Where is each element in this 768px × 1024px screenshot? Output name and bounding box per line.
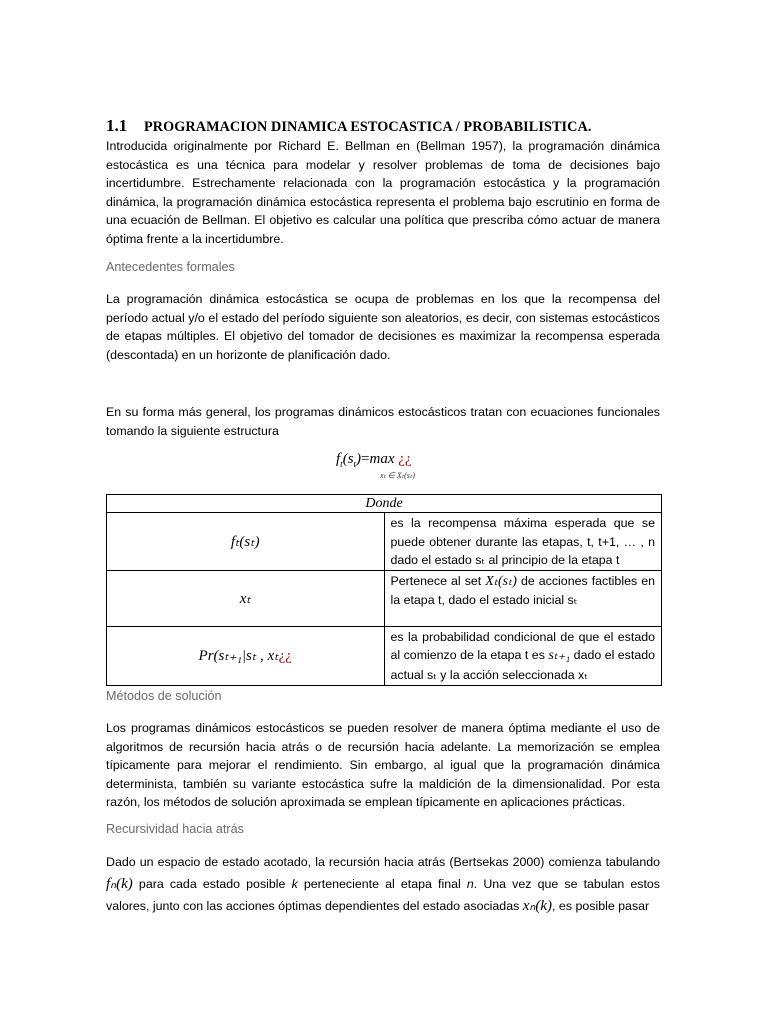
table-row xyxy=(107,513,662,571)
definition-pr-pre: es la probabilidad condicional de que el estado al comienzo de la etapa t es xyxy=(390,629,655,663)
recursividad-mid1: para cada estado posible xyxy=(138,877,286,891)
subheading-metodos: Métodos de solución xyxy=(106,689,222,703)
definition-pr xyxy=(384,626,662,685)
symbol-ft: fₜ(sₜ) xyxy=(107,513,385,571)
bellman-equation: $f_t(s_t)=\max$ ¿¿ xyxy=(336,451,412,469)
section-number: 1.1 xyxy=(106,116,128,135)
symbol-pr-tail: ¿¿ xyxy=(278,648,292,665)
section-heading xyxy=(106,116,591,136)
table-row xyxy=(107,626,662,685)
recursividad-paragraph xyxy=(106,851,660,917)
eq-max: max xyxy=(369,451,395,467)
symbol-xt: xₜ xyxy=(107,570,385,626)
definition-xt xyxy=(384,570,662,626)
recursividad-mid2: perteneciente al etapa final xyxy=(303,877,461,891)
recursividad-mid3: . Una vez que se tabulan estos valores, junto con las acciones óptimas dependientes del estado asociadas xyxy=(106,877,660,913)
eq-equals: = xyxy=(361,451,370,467)
table-header: Donde xyxy=(107,495,662,513)
definition-ft: es la recompensa máxima esperada que se puede obtener durante las etapas, t, t+1, … , n dado el estado sₜ al principio de la etapa t xyxy=(384,513,662,571)
recursividad-var-k: k xyxy=(291,877,298,891)
section-title: PROGRAMACION DINAMICA ESTOCASTICA / PROBABILISTICA. xyxy=(144,119,592,135)
recursividad-math-xn: xₙ(k) xyxy=(522,898,553,914)
definition-xt-post: de acciones factibles en la etapa t, dado el estado inicial sₜ xyxy=(390,573,655,608)
structure-paragraph: En su forma más general, los programas dinámicos estocásticos tratan con ecuaciones funcionales tomando la siguiente estructura xyxy=(106,405,660,438)
recursividad-math-fn: fₙ(k) xyxy=(106,876,133,892)
definition-pr-post: dado el estado actual sₜ y la acción seleccionada xₜ xyxy=(390,648,655,682)
recursividad-line1: Dado un espacio de estado acotado, la recursión hacia atrás (Bertsekas 2000) comienza tabulando xyxy=(106,855,660,869)
recursividad-end: , es posible pasar xyxy=(552,899,650,913)
intro-paragraph: Introducida originalmente por Richard E. Bellman en (Bellman 1957), la programación dinámica estocástica es una técnica para modelar y resolver problemas de toma de decisiones bajo incertidumbre. Estrechamente relacionada con la programación estocástica y la programación dinámica, la programación dinámica estocástica representa el problema bajo escrutinio en forma de una ecuación de Bellman. El objetivo es calcular una política que prescriba cómo actuar de manera óptima frente a la incertidumbre. xyxy=(106,139,660,246)
eq-lhs-sub: t xyxy=(340,459,343,469)
eq-tail: ¿¿ xyxy=(398,451,412,467)
antecedentes-paragraph: La programación dinámica estocástica se ocupa de problemas en los que la recompensa del período actual y/o el estado del período siguiente son aleatorios, es decir, con sistemas estocásticos de etapas múltiples. El objetivo del tomador de decisiones es maximizar la recompensa esperada (descontada) en un horizonte de planificación dado. xyxy=(106,292,660,362)
subheading-recursividad: Recursividad hacia atrás xyxy=(106,822,244,836)
symbol-pr xyxy=(107,626,385,685)
eq-arg: s xyxy=(347,451,354,467)
definition-pr-math: sₜ₊₁ xyxy=(548,648,571,664)
definition-xt-pre: Pertenece al set xyxy=(390,573,482,588)
table-row xyxy=(107,570,662,626)
eq-lhs: f xyxy=(336,451,341,467)
metodos-paragraph: Los programas dinámicos estocásticos se pueden resolver de manera óptima mediante el uso de algoritmos de recursión hacia atrás o de recursión hacia adelante. La memorización se emplea típicamente para mejorar el rendimiento. Sin embargo, al igual que la programación dinámica determinista, también su variante estocástica sufre la maldición de la dimensionalidad. Por esta razón, los métodos de solución aproximada se emplean típicamente en aplicaciones prácticas. xyxy=(106,721,660,810)
definitions-table xyxy=(106,494,662,686)
subheading-antecedentes: Antecedentes formales xyxy=(106,260,235,274)
eq-max-subscript: xₜ ∈ Xₜ(sₜ) xyxy=(380,471,415,480)
definition-xt-math: Xₜ(sₜ) xyxy=(485,573,517,589)
recursividad-var-n: n xyxy=(466,877,474,891)
symbol-pr-main: Pr(sₜ₊₁|sₜ , xₜ xyxy=(198,648,279,665)
eq-arg-sub: t xyxy=(353,459,357,469)
